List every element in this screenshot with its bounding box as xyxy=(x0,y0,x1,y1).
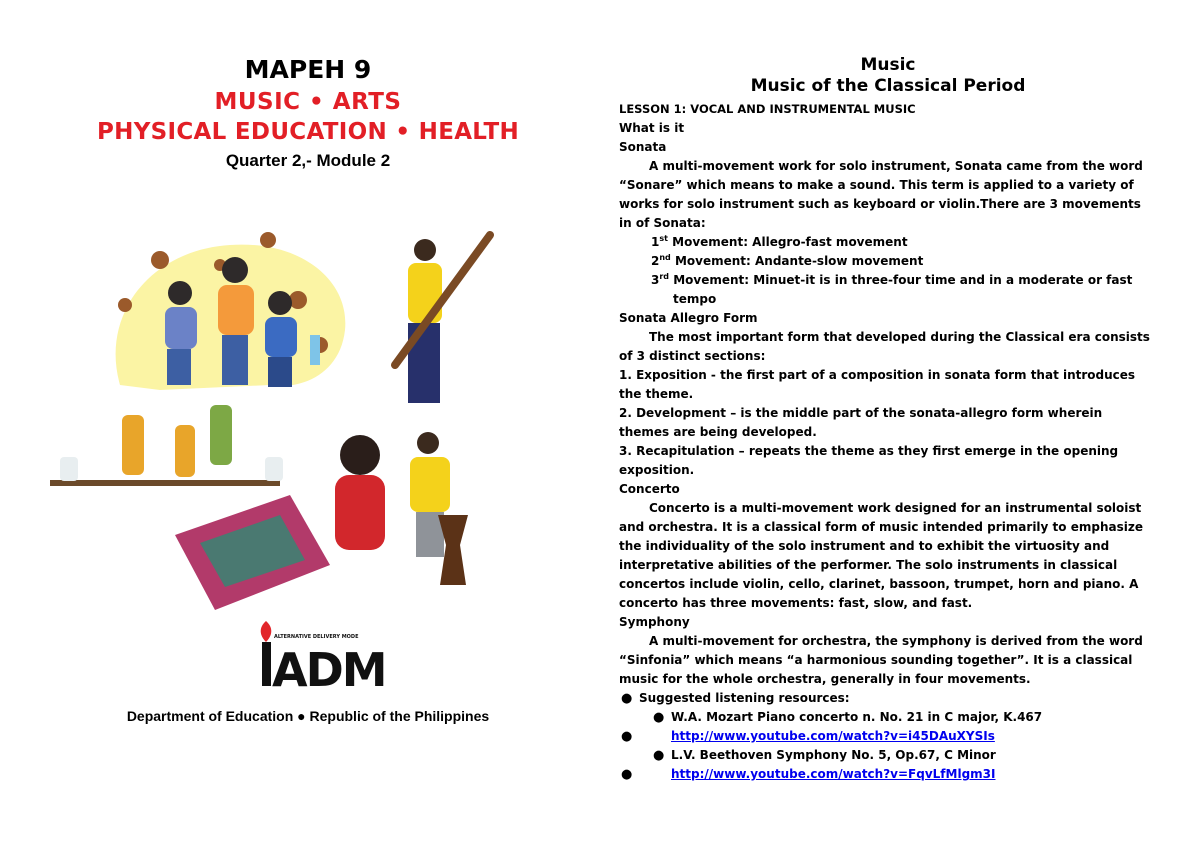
adm-logo xyxy=(252,616,386,697)
bullet-icon: ● xyxy=(621,691,633,706)
resources-label: Suggested listening resources: xyxy=(639,691,850,705)
sonata-allegro-heading: Sonata Allegro Form xyxy=(619,311,758,325)
concerto-line: concertos include violin, cello, clarinet, bassoon, trumpet, horn and piano. A xyxy=(619,577,1139,591)
sonata-line: works for solo instrument such as keyboard or violin.There are 3 movements xyxy=(619,197,1141,211)
resource-beethoven: L.V. Beethoven Symphony No. 5, Op.67, C Minor xyxy=(671,748,996,762)
allegro-line: the theme. xyxy=(619,387,694,401)
cover-subtitle-pe-health: PHYSICAL EDUCATION • HEALTH xyxy=(96,119,519,145)
link-list-item xyxy=(619,727,1149,746)
logo-text: ADM xyxy=(272,643,386,697)
allegro-line: 1. Exposition - the first part of a composition in sonata form that introduces xyxy=(619,368,1136,382)
allegro-line: themes are being developed. xyxy=(619,425,817,439)
symphony-line: “Sinfonia” which means “a harmonious sounding together”. It is a classical xyxy=(619,653,1133,667)
what-is-it-label: What is it xyxy=(619,121,685,135)
concerto-heading: Concerto xyxy=(619,482,680,496)
sonata-line: “Sonare” which means to make a sound. This term is applied to a variety of xyxy=(619,178,1134,192)
sonata-line: in of Sonata: xyxy=(619,216,706,230)
lesson-heading-classical: Music of the Classical Period xyxy=(750,76,1026,96)
youtube-link-beethoven[interactable]: http://www.youtube.com/watch?v=FqvLfMlgm3I xyxy=(671,767,996,781)
cover-title: MAPEH 9 xyxy=(244,55,372,84)
concerto-line: interpretative abilities of the performer. The solo instruments in classical xyxy=(619,558,1118,572)
resources-list-item xyxy=(619,689,1149,708)
drummer-figure xyxy=(410,432,468,585)
symphony-line: music for the whole orchestra, generally in four movements. xyxy=(619,672,1031,686)
bullet-icon: ● xyxy=(621,767,633,782)
youtube-link-mozart[interactable]: http://www.youtube.com/watch?v=i45DAuXYSIs xyxy=(671,729,995,743)
bullet-icon: ● xyxy=(621,729,633,744)
movement-item: 1st Movement: Allegro-fast movement xyxy=(651,234,908,249)
concerto-line: the individuality of the solo instrument and to exhibit the virtuosity and xyxy=(619,539,1110,553)
sonata-heading: Sonata xyxy=(619,140,667,154)
allegro-line: The most important form that developed during the Classical era consists xyxy=(649,330,1150,344)
cover-quarter: Quarter 2,- Module 2 xyxy=(225,151,391,170)
symphony-heading: Symphony xyxy=(619,615,690,629)
concerto-line: and orchestra. It is a classical form of music intended primarily to emphasize xyxy=(619,520,1143,534)
allegro-line: 2. Development – is the middle part of the sonata-allegro form wherein xyxy=(619,406,1103,420)
lesson-body xyxy=(619,100,1149,784)
cover-illustration xyxy=(40,225,560,630)
resource-item xyxy=(619,746,1149,765)
tinikling-dancers-figure xyxy=(50,405,283,486)
logo-tagline: ALTERNATIVE DELIVERY MODE xyxy=(274,634,359,640)
symphony-line: A multi-movement for orchestra, the symphony is derived from the word xyxy=(649,634,1143,648)
movement-3-continuation: tempo xyxy=(673,292,717,306)
torch-flame-icon xyxy=(261,621,272,642)
movement-item: 3rd Movement: Minuet-it is in three-four time and in a moderate or fast xyxy=(651,272,1133,287)
lesson-page xyxy=(614,0,1200,849)
resource-mozart: W.A. Mozart Piano concerto n. No. 21 in C major, K.467 xyxy=(671,710,1043,724)
movement-item: 2nd Movement: Andante-slow movement xyxy=(651,253,924,268)
concerto-line: concerto has three movements: fast, slow, and fast. xyxy=(619,596,973,610)
allegro-line: of 3 distinct sections: xyxy=(619,349,766,363)
sonata-line: A multi-movement work for solo instrument, Sonata came from the word xyxy=(649,159,1143,173)
concerto-line: Concerto is a multi-movement work designed for an instrumental soloist xyxy=(649,501,1142,515)
allegro-line: 3. Recapitulation – repeats the theme as they first emerge in the opening xyxy=(619,444,1119,458)
man-with-instrument-figure xyxy=(395,235,490,403)
lesson-title: LESSON 1: VOCAL AND INSTRUMENTAL MUSIC xyxy=(619,102,916,116)
lesson-heading-music: Music xyxy=(860,55,916,75)
department-line: Department of Education ● Republic of the Philippines xyxy=(126,708,490,724)
allegro-line: exposition. xyxy=(619,463,695,477)
link-list-item xyxy=(619,765,1149,784)
bullet-icon: ● xyxy=(653,710,665,725)
resource-item xyxy=(619,708,1149,727)
cover-subtitle-music-arts: MUSIC • ARTS xyxy=(214,89,402,115)
bullet-icon: ● xyxy=(653,748,665,763)
